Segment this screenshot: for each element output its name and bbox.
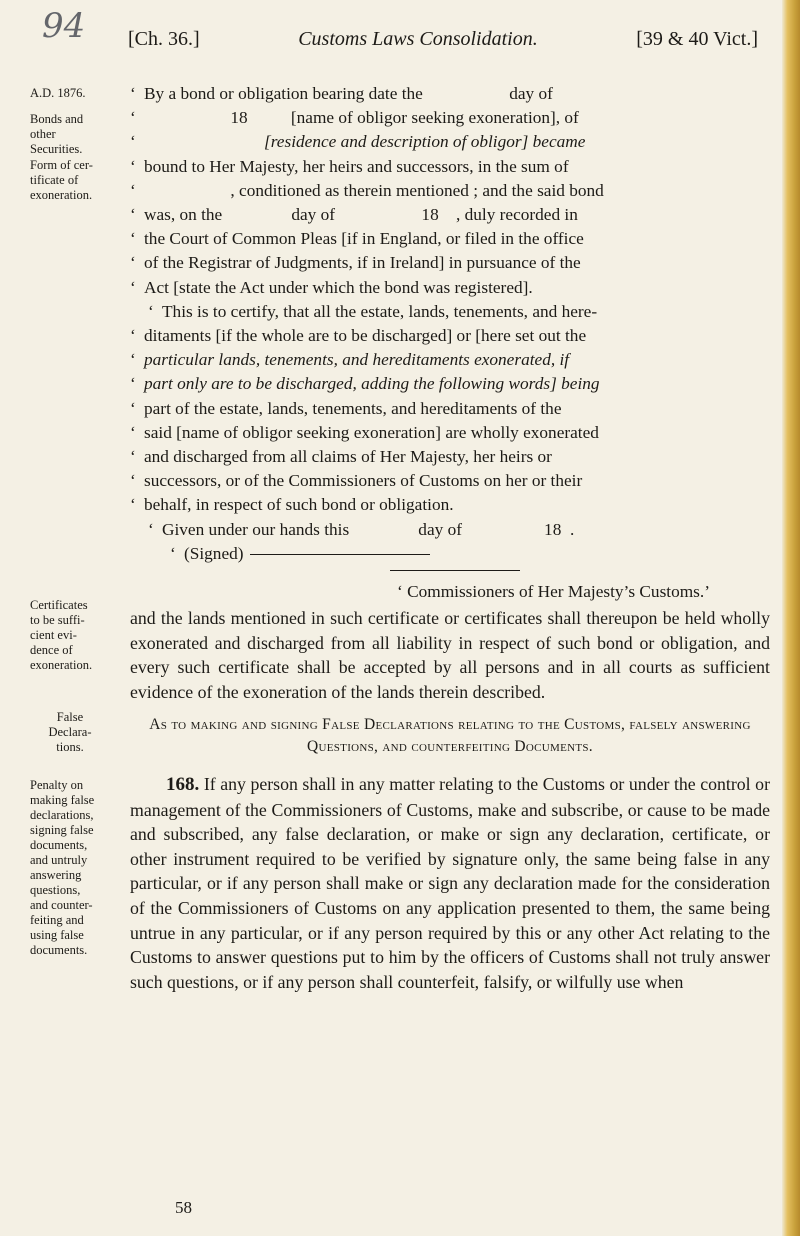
page-edge: [782, 0, 800, 1236]
form-line: ‘ successors, or of the Commissioners of Customs on her or their: [130, 471, 583, 491]
form-line: ‘ 18 [name of obligor seeking exoneration], of: [130, 108, 579, 128]
form-line: ‘ said [name of obligor seeking exoneration] are wholly exonerated: [130, 422, 599, 442]
form-line: ‘ part only are to be discharged, adding the following words] being: [130, 374, 600, 394]
form-line: ‘ and discharged from all claims of Her Majesty, her heirs or: [130, 447, 552, 467]
margin-note-year: A.D. 1876.: [30, 86, 86, 100]
folio-number: 58: [175, 1198, 192, 1217]
commissioners-line: ‘ Commissioners of Her Majesty’s Customs.’: [397, 582, 710, 601]
header-chapter: [Ch. 36.]: [128, 28, 200, 50]
section-number: 168.: [166, 774, 200, 795]
handwritten-page-number: 94: [42, 6, 86, 46]
form-line: ‘ Act [state the Act under which the bond was registered].: [130, 277, 533, 297]
form-line: ‘ Given under our hands this day of 18 .: [148, 519, 575, 539]
section-168: [130, 772, 770, 994]
form-line: ‘ ditaments [if the whole are to be discharged] or [here set out the: [130, 326, 587, 346]
margin-note-false-declarations: False Declara- tions.: [48, 710, 92, 754]
header-title: Customs Laws Consolidation.: [298, 28, 538, 50]
section-heading: As to making and signing False Declarations relating to the Customs, falsely answering Questions, and counterfeiting Documents.: [149, 716, 751, 755]
form-line: ‘ This is to certify, that all the estate, lands, tenements, and here-: [148, 301, 598, 321]
running-header: [128, 28, 758, 51]
form-line: ‘ bound to Her Majesty, her heirs and successors, in the sum of: [130, 156, 569, 176]
form-line: ‘ [residence and description of obligor] became: [130, 132, 586, 152]
form-signed-line: ‘ (Signed): [130, 542, 770, 566]
margin-note-certificates: Certificates to be suffi- cient evi- dence of exoneration.: [30, 598, 93, 672]
margin-note-penalty: Penalty on making false declarations, signing false documents, and untruly answering questions, and counter- feiting and using false documents.: [30, 778, 95, 957]
margin-note-form: Form of cer- tificate of exoneration.: [30, 158, 93, 202]
form-line: ‘ part of the estate, lands, tenements, and hereditaments of the: [130, 398, 562, 418]
margin-note-bonds: Bonds and other Securities.: [30, 112, 84, 156]
header-regnal: [39 & 40 Vict.]: [636, 28, 758, 50]
form-line: ‘ particular lands, tenements, and hereditaments exonerated, if: [130, 350, 570, 370]
certificate-form: [130, 82, 770, 566]
signature-line: [250, 554, 430, 555]
certificate-paragraph: and the lands mentioned in such certificate or certificates shall thereupon be held wholly exonerated and discharged from all liability in respect of such bond or obligation, and every such certificate shall be accepted by all persons and in all courts as sufficient evidence of the exoneration of the lands therein described.: [130, 608, 770, 702]
form-line: ‘ By a bond or obligation bearing date the day of: [130, 84, 553, 103]
form-line: ‘ the Court of Common Pleas [if in England, or filed in the office: [130, 229, 584, 249]
form-line: ‘ was, on the day of 18 , duly recorded in: [130, 205, 578, 225]
section-text: If any person shall in any matter relating to the Customs or under the control or management of the Commissioners of Customs, make and subscribe, or cause to be made and subscribed, any false declaration, or make or sign any declaration, certificate, or other instrument required to be verified by signature only, the same being false in any particular, or if any person shall make or sign any declaration made for the consideration of the Commissioners of Customs on any application presented to them, the same being untrue in any particular, or if any person required by this or any other Act relating to the Customs to answer questions put to him by the officers of Customs shall not truly answer such questions, or if any person shall counterfeit, falsify, or wilfully use when: [130, 774, 770, 992]
form-line: ‘ behalf, in respect of such bond or obligation.: [130, 495, 454, 515]
form-line: ‘ of the Registrar of Judgments, if in Ireland] in pursuance of the: [130, 253, 581, 273]
signature-rule: [390, 570, 520, 571]
form-line: ‘ , conditioned as therein mentioned ; and the said bond: [130, 180, 604, 200]
